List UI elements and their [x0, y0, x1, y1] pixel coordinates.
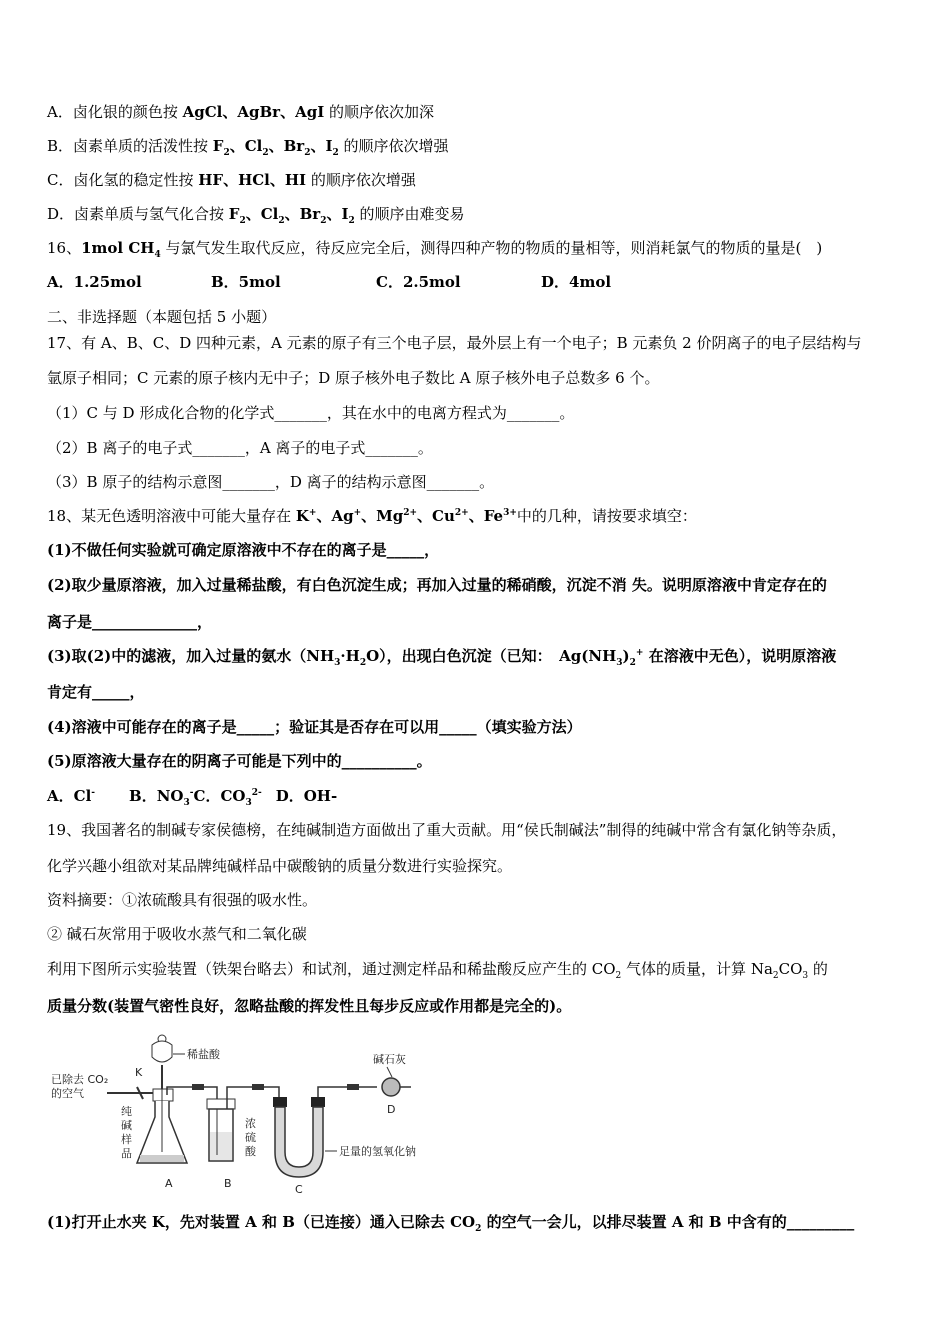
formula-part: F: [212, 137, 224, 155]
text: ): [622, 647, 630, 665]
formula-part: 、Br: [268, 137, 305, 155]
q19-part-1: [47, 1212, 854, 1232]
text: CO: [778, 960, 803, 978]
formula: AgCl、AgBr、AgI: [182, 103, 325, 121]
flask-a-stopper: [153, 1089, 173, 1101]
option-text: C．CO: [193, 787, 246, 805]
subscript: 2: [615, 971, 622, 981]
subscript: 2: [629, 658, 636, 668]
subscript: 2: [348, 216, 355, 226]
text: 气体的质量，计算 Na: [621, 960, 773, 978]
q19-stem-line-2: 化学兴趣小组欲对某品牌纯碱样品中碳酸钠的质量分数进行实验探究。: [47, 857, 513, 875]
question-text: 18、某无色透明溶液中可能大量存在: [47, 507, 296, 525]
q18-part-1: (1)不做任何实验就可确定原溶液中不存在的离子是_____，: [47, 541, 440, 559]
subscript: 2: [278, 216, 285, 226]
q18-part-5: (5)原溶液大量存在的阴离子可能是下列中的__________。: [47, 752, 432, 770]
superscript: -: [189, 788, 194, 798]
subscript: 2: [332, 148, 339, 158]
label-d: D: [387, 1103, 396, 1116]
soda-lime-pointer: [387, 1067, 392, 1077]
subscript: 3: [334, 658, 341, 668]
subscript: 2: [475, 1224, 482, 1234]
formula-part: 、Br: [284, 205, 321, 223]
superscript: 2+: [454, 508, 469, 518]
sample-label-2: 碱: [121, 1119, 132, 1132]
subscript: 2: [359, 658, 367, 668]
subscript: 2: [223, 148, 230, 158]
k-label: K: [135, 1066, 143, 1079]
acid-b-label-3: 酸: [245, 1145, 256, 1158]
formula: [212, 137, 339, 158]
q15-option-d: [47, 204, 465, 224]
option-text: B．卤素单质的活泼性按: [47, 137, 213, 155]
drying-tube-d: [382, 1078, 400, 1096]
q18-part-2-line-2: 离子是______________，: [47, 613, 213, 631]
superscript: +: [353, 508, 362, 518]
formula-part: 、Cl: [229, 137, 263, 155]
option-text: 的顺序依次增强: [306, 171, 416, 189]
q18-option-a: [47, 787, 95, 805]
acid-label: 稀盐酸: [187, 1048, 220, 1061]
q18-part-3: [47, 646, 836, 666]
naoh-label: 足量的氢氧化钠: [339, 1145, 416, 1158]
ion: 、Fe: [468, 507, 504, 525]
ion: K: [295, 507, 309, 525]
ion: 、Cu: [417, 507, 455, 525]
air-label-line-1: 已除去 CO₂: [51, 1073, 109, 1086]
option-text: 的顺序由难变易: [354, 205, 465, 223]
q16-option-a: A．1.25mol: [47, 273, 142, 291]
formula-part: 、Cl: [245, 205, 279, 223]
option-text: 的顺序依次增强: [338, 137, 449, 155]
text: (3)取(2)中的滤液，加入过量的氨水（NH: [47, 647, 335, 665]
q18-options: [47, 786, 337, 806]
q19-stem-line-1: 19、我国著名的制碱专家侯德榜，在纯碱制造方面做出了重大贡献。用“侯氏制碱法”制得的纯碱中常含有氯化钠等杂质，: [47, 821, 847, 839]
q16-option-c: C．2.5mol: [376, 273, 461, 291]
q19-stem-line-5: [47, 959, 828, 979]
q18-stem: [47, 506, 697, 526]
superscript: +: [308, 508, 317, 518]
u-tube: [275, 1107, 323, 1177]
formula-part: F: [228, 205, 240, 223]
connector-a-b: [192, 1084, 204, 1090]
subscript: 2: [304, 148, 311, 158]
option-text: C．卤化氢的稳定性按: [47, 171, 199, 189]
subscript: 2: [320, 216, 327, 226]
q18-option-c: [193, 787, 262, 808]
subscript: 3: [616, 658, 623, 668]
superscript: +: [635, 648, 644, 658]
superscript: 2+: [403, 508, 418, 518]
label-a: A: [165, 1177, 173, 1190]
q18-option-d: D．OH-: [275, 787, 338, 805]
text: O），出现白色沉淀（已知： Ag(NH: [366, 647, 617, 665]
q17-part-3: （3）B 原子的结构示意图_______，D 离子的结构示意图_______。: [47, 473, 495, 491]
subscript: 3: [183, 798, 190, 808]
superscript: -: [91, 788, 96, 798]
subscript: 3: [245, 798, 252, 808]
question-number: 16、: [47, 239, 82, 257]
sample-label-1: 纯: [121, 1105, 132, 1118]
q16-option-b: B．5mol: [211, 273, 281, 291]
formula: [228, 205, 355, 226]
q18-part-3-line-2: 肯定有_____，: [47, 683, 145, 701]
air-label-line-2: 的空气: [51, 1087, 84, 1100]
funnel-bulb: [152, 1041, 172, 1062]
q18-part-2-line-1: (2)取少量原溶液，加入过量稀盐酸，有白色沉淀生成；再加入过量的稀硝酸，沉淀不消 失。说明原溶液中肯定存在的: [47, 576, 827, 594]
q17-stem-line-1: 17、有 A、B、C、D 四种元素，A 元素的原子有三个电子层，最外层上有一个电子；B 元素负 2 价阴离子的电子层结构与: [47, 334, 862, 352]
q19-info-1: 资料摘要：①浓硫酸具有很强的吸水性。: [47, 891, 318, 909]
subscript: 4: [154, 250, 161, 260]
formula-part: 、I: [326, 205, 349, 223]
q15-option-b: [47, 136, 449, 156]
acid-b-label-2: 硫: [245, 1131, 256, 1144]
acid-b-label-1: 浓: [245, 1117, 256, 1130]
text: 利用下图所示实验装置（铁架台略去）和试剂，通过测定样品和稀盐酸反应产生的 CO: [47, 960, 616, 978]
text: 在溶液中无色），说明原溶液: [643, 647, 837, 665]
subscript: 2: [239, 216, 246, 226]
question-text: 中的几种，请按要求填空：: [516, 507, 697, 525]
q15-option-a: [47, 102, 434, 122]
q17-stem-line-2: 氩原子相同；C 元素的原子核内无中子；D 原子核外电子数比 A 原子核外电子总数多 6 个。: [47, 369, 660, 387]
option-text: D．卤素单质与氢气化合按: [47, 205, 229, 223]
q16-option-d: D．4mol: [541, 273, 612, 291]
question-text: 与氯气发生取代反应，待反应完全后，测得四种产物的物质的量相等，则消耗氯气的物质的量是( ): [160, 239, 823, 257]
connector-b-c: [252, 1084, 264, 1090]
option-text: A．Cl: [47, 787, 92, 805]
option-text: B．NO: [129, 787, 184, 805]
u-tube-left-plug: [273, 1097, 287, 1107]
q15-option-c: [47, 170, 416, 190]
section-title: 二、非选择题（本题包括 5 小题）: [47, 308, 277, 326]
text: 的空气一会儿，以排尽装置 A 和 B 中含有的_________: [481, 1213, 855, 1231]
superscript: 3+: [503, 508, 517, 518]
ion-list: [296, 507, 517, 525]
option-text: A．卤化银的颜色按: [47, 103, 183, 121]
q18-part-4: (4)溶液中可能存在的离子是_____；验证其是否存在可以用_____（填实验方法）: [47, 718, 582, 736]
apparatus-diagram: [47, 1027, 427, 1197]
q17-part-2: （2）B 离子的电子式_______，A 离子的电子式_______。: [47, 439, 433, 457]
sulfuric-acid-liquid: [210, 1132, 232, 1160]
sample-label-3: 样: [121, 1133, 132, 1146]
formula-part: 、I: [310, 137, 333, 155]
q17-part-1: （1）C 与 D 形成化合物的化学式_______，其在水中的电离方程式为_______。: [47, 404, 575, 422]
connector-c-d: [347, 1084, 359, 1090]
ion: 、Ag: [316, 507, 354, 525]
subscript: 2: [262, 148, 269, 158]
sample-label-4: 品: [121, 1147, 132, 1160]
subscript: 2: [772, 971, 779, 981]
label-c: C: [295, 1183, 303, 1196]
q18-option-b: [129, 787, 194, 808]
u-tube-right-plug: [311, 1097, 325, 1107]
sample-powder: [140, 1155, 184, 1162]
bottle-b-stopper: [207, 1099, 235, 1109]
q16-stem: [47, 238, 822, 258]
q19-info-2: ② 碱石灰常用于吸收水蒸气和二氧化碳: [47, 925, 307, 943]
superscript: 2-: [251, 788, 262, 798]
soda-lime-label: 碱石灰: [373, 1053, 406, 1066]
subscript: 3: [802, 971, 809, 981]
text: (1)打开止水夹 K，先对装置 A 和 B（已连接）通入已除去 CO: [47, 1213, 476, 1231]
text: ·H: [340, 647, 360, 665]
formula: 1mol CH: [81, 239, 155, 257]
q19-stem-line-6: 质量分数(装置气密性良好，忽略盐酸的挥发性且每步反应或作用都是完全的)。: [47, 997, 572, 1015]
ion: 、Mg: [361, 507, 404, 525]
text: 的: [808, 960, 828, 978]
label-b: B: [224, 1177, 232, 1190]
option-text: 的顺序依次加深: [324, 103, 435, 121]
formula: HF、HCl、HI: [198, 171, 307, 189]
